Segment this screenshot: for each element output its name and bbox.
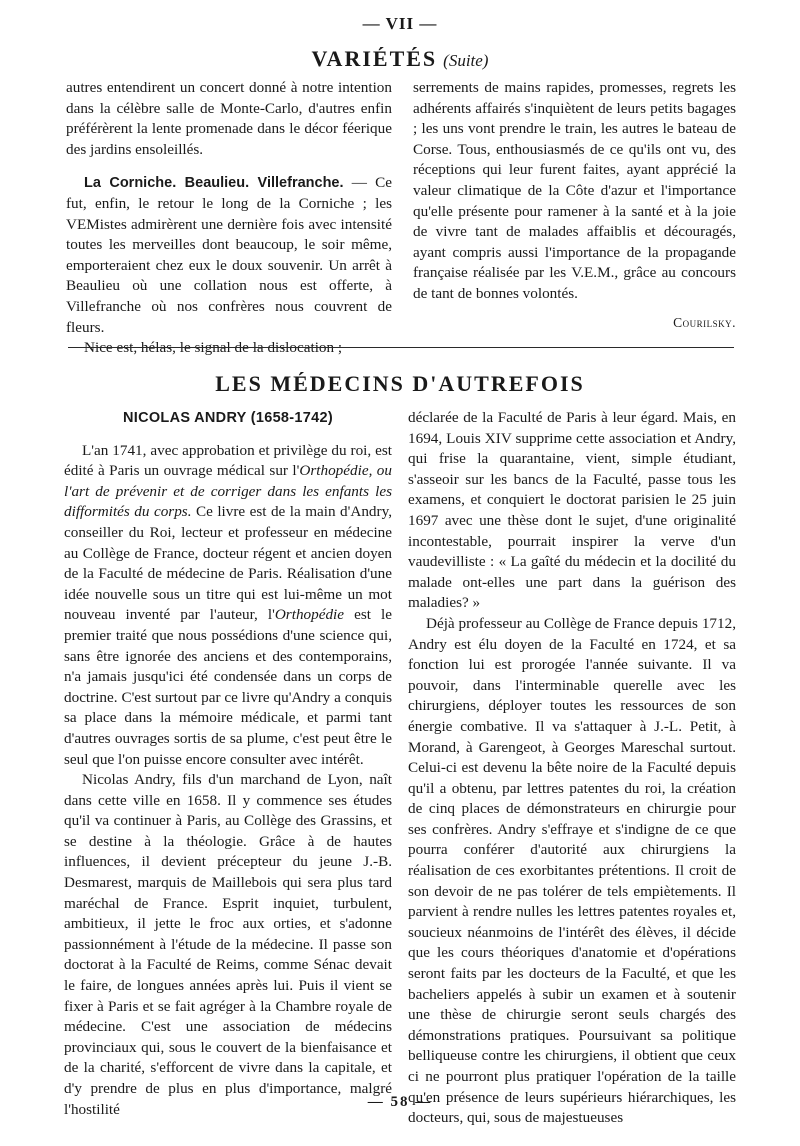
article-paragraph <box>64 441 392 771</box>
paragraph-text: est le premier traité que nous possédions d'une science qui, sans être ignorée des anciens et des contemporains, n'a jamais jusqu'ici été condensée dans un corps de doctrine. C'est surtout par ce livre qu'Andry a conquis sa place dans la mémoire médicale, et parmi tant d'autres ouvrages sortis de sa plume, c'est peut être le seul que l'on puisse encore consulter avec intérêt. <box>64 606 392 768</box>
section-title-text: VARIÉTÉS <box>311 46 438 71</box>
article-subtitle: NICOLAS ANDRY (1658-1742) <box>122 410 334 426</box>
author-signature: Courilsky. <box>673 314 736 330</box>
section-suffix: (Suite) <box>443 51 489 70</box>
section-divider <box>68 347 734 348</box>
varietes-paragraph: serrements de mains rapides, promesses, regrets les adhérents affairés s'inquiètent de leurs petits bagages ; les uns vont prendre le train, les autres le bateau de Corse. Tous, enthousiasmés de ce qu'ils ont vu, des réceptions qui leur furent faites, ayant apprécié la valeur climatique de la Côte d'azur et l'importance qu'elle présente pour ramener à la santé et à la joie de vivre tant de malades affaiblis et découragés, ayant compris aussi l'importance de la propagande française réalisée par les V.E.M., grâce au concours de tant de bonnes volontés. <box>413 79 736 302</box>
book-title: Orthopédie, ou l'art de prévenir et de corriger dans les enfants les difformités du corps. <box>64 462 392 521</box>
varietes-paragraph <box>66 173 392 338</box>
varietes-column-right <box>413 78 736 333</box>
varietes-paragraph: autres entendirent un concert donné à notre intention dans la célèbre salle de Monte-Carlo, d'autres enfin préférèrent la lente promenade dans le décor féerique des jardins ensoleillés. <box>66 79 392 158</box>
paragraph-text: Ce fut, enfin, le retour le long de la Corniche ; les VEMistes admirèrent une dernière fois avec intensité toutes les merveilles dont beaucoup, le soir même, emporteraient chez eux le doux souvenir. Un arrêt à Beaulieu où une collation nous est offerte, à Villefranche où nos confrères nous couvrent de fleurs. <box>66 174 392 336</box>
article-column-right <box>408 408 736 1129</box>
section-title <box>0 46 800 72</box>
folio-header: — VII — <box>362 14 438 33</box>
varietes-column-left <box>66 78 392 359</box>
book-title-short: Orthopédie <box>274 606 345 624</box>
page-number: — 58 — <box>367 1094 433 1110</box>
article-title: LES MÉDECINS D'AUTREFOIS <box>215 371 585 396</box>
paragraph-lead-heading: La Corniche. Beaulieu. Villefranche. <box>84 175 344 192</box>
paragraph-text: L'an 1741, avec approbation et privilège du roi, est édité à Paris un ouvrage médical sur l' <box>64 441 392 480</box>
paragraph-text: Ce livre est de la main d'Andry, conseiller du Roi, lecteur et professeur en médecine au Collège de France, docteur régent et ancien doyen de la Faculté de médecine de Paris. Réalisation d'une idée nouvelle sous un titre qui est lui-même un mot nouveau inventé par l'auteur, l' <box>64 503 392 624</box>
varietes-paragraph: Nice est, hélas, le signal de la dislocation ; <box>84 339 343 357</box>
article-column-left <box>64 404 392 1120</box>
article-paragraph: déclarée de la Faculté de Paris à leur égard. Mais, en 1694, Louis XIV supprime cette association et Andry, qui frise la quarantaine, vient, simple étudiant, s'asseoir sur les bancs de la Faculté, passe tous les examens, et conquiert le doctorat parisien le 25 juin 1697 avec une thèse dont le sujet, d'une originalité incontestable, pourrait inspirer la verve d'un vaudevilliste : « La gaîté du médecin et la docilité du malade ont-elles une part dans la guérison des maladies? » <box>408 409 736 612</box>
lead-dash: — <box>343 174 367 192</box>
article-paragraph: Nicolas Andry, fils d'un marchand de Lyon, naît dans cette ville en 1658. Il y commence ses études qu'il va continuer à Paris, au Collège des Grassins, et se destine à la théologie. Grâce à de hautes influences, il devient précepteur du jeune J.-B. Desmarest, marquis de Maillebois qui sera plus tard maréchal de France. Esprit inquiet, turbulent, ambitieux, il jette le froc aux orties, et s'adonne passionnément à l'étude de la médecine. Il passe son doctorat à la Faculté de Reims, comme Sénac devait le faire, de longues années après lui. Puis il vient se fixer à Paris et se fait agréger à la Chambre royale de médecine. C'est une association de médecins provinciaux qui, sous le couvert de la bienfaisance et de la charité, s'efforcent de vivre dans la capitale, et d'y prendre de plus en plus d'importance, malgré l'hostilité <box>64 771 392 1118</box>
article-paragraph: Déjà professeur au Collège de France depuis 1712, Andry est élu doyen de la Faculté en 1724, et sa fonction lui est prorogée l'année suivante. Il va pouvoir, dans l'interminable querelle avec les chirurgiens, déployer toutes les ressources de son énergie combative. Il va s'attaquer à J.-L. Petit, à Morand, à Garengeot, à Georges Mareschal surtout. Celui-ci est devenu la bête noire de la Faculté depuis qu'il a obtenu, par lettres patentes du roi, la création de cinq places de démonstrateurs en chirurgie pour ses confrères. Andry s'effraye et s'indigne de ce que pourra conférer d'autorité aux chirurgiens la réalisation de ces exorbitantes prétentions. Il croit de son devoir de ne pas tolérer de tels empiètements. Il parvient à rendre nulles les lettres patentes royales et, soucieux néanmoins de l'intérêt des élèves, il décide que les cours théoriques d'anatomie et d'opérations seront faits par les docteurs de la Faculté, et que les bacheliers appelés à subir un examen et à soutenir une thèse de chirurgie seront seuls chargés des démonstrations pratiques. Poursuivant sa politique belliqueuse contre les chirurgiens, il obtient que ceux ci ne pourront plus pratiquer l'opération de la taille qu'en présence de leurs supérieurs hiérarchiques, les docteurs, qui, sous de majestueuses <box>408 614 736 1127</box>
